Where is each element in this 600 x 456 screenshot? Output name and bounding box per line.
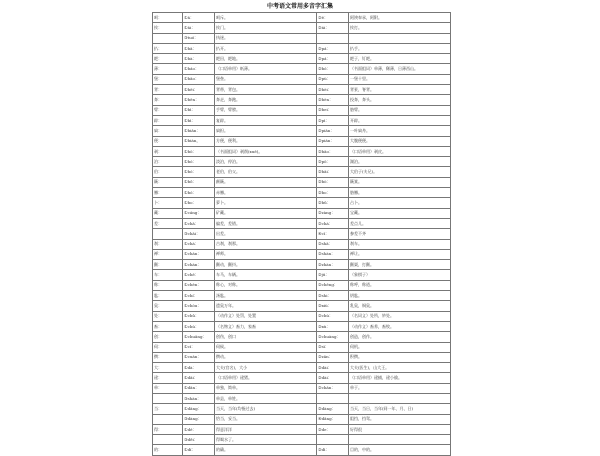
words-cell-2: 开辟。: [349, 115, 451, 125]
pinyin-cell-1: ①chǔ：: [183, 311, 215, 321]
words-cell-1: 淡泊，停泊。: [215, 157, 317, 167]
pinyin-cell-1: ①chàn：: [183, 260, 215, 270]
words-cell-1: 矿藏。: [215, 208, 317, 218]
pinyin-cell-1: ①ā：: [183, 13, 215, 23]
pinyin-cell-2: ②bó：: [317, 64, 349, 74]
words-cell-2: 湖泊。: [349, 157, 451, 167]
words-cell-2: （动作义）畜养，畜牧。: [349, 321, 451, 331]
table-row: [153, 167, 451, 177]
words-cell-2: 扒手。: [349, 43, 451, 53]
pinyin-cell-1: ①biàn，: [183, 136, 215, 146]
char-cell: 挨：: [153, 23, 183, 33]
pinyin-cell-2: ②zǎn：: [317, 352, 349, 362]
words-cell-1: 攒动。: [215, 352, 317, 362]
words-cell-1: 汤匙。: [215, 291, 317, 301]
words-cell-1: 奔走，奔跑。: [215, 95, 317, 105]
words-cell-1: （口语单用）逮猪。: [215, 373, 317, 383]
words-cell-1: 创伤，创口: [215, 332, 317, 342]
pinyin-cell-2: ②sì：: [317, 342, 349, 352]
table-row: [153, 229, 451, 239]
char-cell: [153, 435, 183, 445]
pinyin-cell-2: ②bāo：: [317, 146, 349, 156]
table-row: [153, 85, 451, 95]
pinyin-cell-2: ②bò：: [317, 177, 349, 187]
words-cell-1: 遗臭万年。: [215, 301, 317, 311]
pinyin-cell-1: ①chòu：: [183, 301, 215, 311]
pinyin-cell-2: ②ē：: [317, 13, 349, 23]
char-cell: 的：: [153, 445, 183, 455]
words-cell-2: （名词义）处所，妙处。: [349, 311, 451, 321]
pinyin-cell-2: ②dài：: [317, 363, 349, 373]
table-row: [153, 260, 451, 270]
table-row: [153, 404, 451, 414]
pinyin-cell-1: ③shàn：: [183, 393, 215, 403]
polyphone-table: [152, 12, 451, 456]
pinyin-cell-2: ②dài：: [317, 373, 349, 383]
pinyin-cell-2: ②zhàn：: [317, 260, 349, 270]
words-cell-1: 颤动，颤抖。: [215, 260, 317, 270]
words-cell-2: 伺机。: [349, 342, 451, 352]
words-cell-2: 刹车。: [349, 239, 451, 249]
words-cell-2: 胳臂。: [349, 105, 451, 115]
pinyin-cell-2: [317, 393, 349, 403]
pinyin-cell-2: ②pì：: [317, 115, 349, 125]
words-cell-2: 颤栗，打颤。: [349, 260, 451, 270]
words-cell-2: 称呼，称道。: [349, 280, 451, 290]
char-cell: 便：: [153, 136, 183, 146]
words-cell-2: 积攒。: [349, 352, 451, 362]
char-cell: 畜：: [153, 321, 183, 331]
char-cell: 泊：: [153, 157, 183, 167]
words-cell-1: 背带，背包。: [215, 85, 317, 95]
pinyin-cell-1: ①chù：: [183, 321, 215, 331]
char-cell: 臂：: [153, 105, 183, 115]
char-cell: 匙：: [153, 291, 183, 301]
char-cell: 伺：: [153, 342, 183, 352]
pinyin-cell-2: ②bo：: [317, 188, 349, 198]
pinyin-cell-1: ①dí：: [183, 445, 215, 455]
words-cell-2: 宝藏。: [349, 208, 451, 218]
pinyin-cell-1: ①chà：: [183, 239, 215, 249]
words-cell-1: 单独，简单。: [215, 383, 317, 393]
words-cell-2: 一叶扁舟。: [349, 126, 451, 136]
pinyin-cell-1: ①chē：: [183, 270, 215, 280]
char-cell: 当：: [153, 404, 183, 414]
pinyin-cell-1: ③chāi：: [183, 229, 215, 239]
char-cell: 差：: [153, 218, 183, 228]
words-cell-2: 一堡十里。: [349, 74, 451, 84]
pinyin-cell-2: ②bǎi：: [317, 167, 349, 177]
table-row: [153, 157, 451, 167]
table-row: [153, 424, 451, 434]
table-row: [153, 43, 451, 53]
words-cell-1: 复辟。: [215, 115, 317, 125]
pinyin-cell-1: ①bǎo：: [183, 74, 215, 84]
words-cell-1: 手臂，臂膀。: [215, 105, 317, 115]
char-cell: 卜：: [153, 198, 183, 208]
words-cell-1: 扒开。: [215, 43, 317, 53]
words-cell-1: 呵斥。: [215, 13, 317, 23]
pinyin-cell-1: ①dà：: [183, 363, 215, 373]
char-cell: 扒：: [153, 43, 183, 53]
words-cell-1: （口语单用）纸薄。: [215, 64, 317, 74]
table-row: [153, 445, 451, 455]
pinyin-cell-1: ③dàng：: [183, 414, 215, 424]
char-cell: 背：: [153, 85, 183, 95]
char-cell: 颤：: [153, 260, 183, 270]
pinyin-cell-1: ①chuāng：: [183, 332, 215, 342]
pinyin-cell-2: ②de：: [317, 424, 349, 434]
words-cell-1: 得意洋洋: [215, 424, 317, 434]
words-cell-2: 耙子，钉耙。: [349, 54, 451, 64]
words-cell-1: 伺候。: [215, 342, 317, 352]
table-row: [153, 146, 451, 156]
words-cell-2: （口语单用）剥皮。: [349, 146, 451, 156]
table-row: [153, 64, 451, 74]
table-row: [153, 435, 451, 445]
table-row: [153, 188, 451, 198]
pinyin-cell-1: ①bì：: [183, 115, 215, 125]
words-cell-2: 大腹便便。: [349, 136, 451, 146]
pinyin-cell-2: ②shàn：: [317, 249, 349, 259]
char-cell: 攒：: [153, 352, 183, 362]
pinyin-cell-1: ③děi：: [183, 435, 215, 445]
words-cell-1: 单县，单姓。: [215, 393, 317, 403]
words-cell-1: 出差。: [215, 229, 317, 239]
pinyin-cell-1: ①dāng：: [183, 404, 215, 414]
pinyin-cell-2: ②bèi：: [317, 85, 349, 95]
pinyin-cell-1: ①bō：: [183, 146, 215, 156]
table-row: [153, 352, 451, 362]
char-cell: 扁：: [153, 126, 183, 136]
pinyin-cell-2: ②dì：: [317, 445, 349, 455]
table-row: [153, 393, 451, 403]
pinyin-cell-1: ①bo：: [183, 198, 215, 208]
table-row: [153, 13, 451, 23]
table-row: [153, 115, 451, 125]
table-row: [153, 136, 451, 146]
table-row: [153, 249, 451, 259]
pinyin-cell-2: ②piān：: [317, 126, 349, 136]
char-cell: 藏：: [153, 208, 183, 218]
words-cell-2: 差点儿。: [349, 218, 451, 228]
pinyin-cell-2: ②dàng：: [317, 404, 349, 414]
words-cell-2: 挨打。: [349, 23, 451, 33]
words-cell-1: 得喝水了。: [215, 435, 317, 445]
words-cell-2: （象棋子）: [349, 270, 451, 280]
table-row: [153, 74, 451, 84]
pinyin-cell-1: ①bó：: [183, 157, 215, 167]
pinyin-cell-1: ①bó：: [183, 167, 215, 177]
char-cell: 剥：: [153, 146, 183, 156]
char-cell: 呵：: [153, 13, 183, 23]
words-cell-2: 投奔，奔头。: [349, 95, 451, 105]
words-cell-1: （名物义）畜力，家畜: [215, 321, 317, 331]
table-row: [153, 95, 451, 105]
pinyin-cell-2: ②chà：: [317, 218, 349, 228]
table-row: [153, 280, 451, 290]
pinyin-cell-1: ①dé：: [183, 424, 215, 434]
pinyin-cell-2: ②shā：: [317, 239, 349, 249]
words-cell-2: 禅让。: [349, 249, 451, 259]
pinyin-cell-1: ①báo：: [183, 64, 215, 74]
words-cell-1: 大夫(官名)，大小: [215, 363, 317, 373]
pinyin-cell-2: ②ái：: [317, 23, 349, 33]
words-cell-2: 目的，中的。: [349, 445, 451, 455]
pinyin-cell-2: ②jū：: [317, 270, 349, 280]
pinyin-cell-1: ①āi：: [183, 23, 215, 33]
pinyin-cell-1: ①bā：: [183, 43, 215, 53]
words-cell-1: 挨门。: [215, 23, 317, 33]
char-cell: 禅：: [153, 249, 183, 259]
pinyin-cell-1: ①chā：: [183, 218, 215, 228]
pinyin-cell-1: ①cáng：: [183, 208, 215, 218]
pinyin-cell-2: ②pá：: [317, 54, 349, 64]
char-cell: 簸：: [153, 177, 183, 187]
table-row: [153, 321, 451, 331]
char-cell: 臭：: [153, 301, 183, 311]
pinyin-cell-1: ①cuán：: [183, 352, 215, 362]
table-row: [153, 105, 451, 115]
words-cell-2: 阿谀奉承，阿附。: [349, 13, 451, 23]
words-cell-1: 老伯，伯父。: [215, 167, 317, 177]
words-cell-2: 簸箕。: [349, 177, 451, 187]
char-cell: 单：: [153, 383, 183, 393]
words-cell-2: 背景，脊背。: [349, 85, 451, 95]
words-cell-1: 禅师。: [215, 249, 317, 259]
char-cell: 耙：: [153, 54, 183, 64]
char-cell: 车：: [153, 270, 183, 280]
table-row: [153, 270, 451, 280]
table-row: [153, 23, 451, 33]
words-cell-1: 方便，便利。: [215, 136, 317, 146]
table-row: [153, 332, 451, 342]
words-cell-2: 大夫(医生)，山大王。: [349, 363, 451, 373]
words-cell-2: （口语单用）逮捕，逮小偷。: [349, 373, 451, 383]
words-cell-2: 乳臭，铜臭。: [349, 301, 451, 311]
pinyin-cell-1: ①chèn：: [183, 280, 215, 290]
char-cell: 辟：: [153, 115, 183, 125]
words-cell-2: [349, 393, 451, 403]
words-cell-1: 赤膊。: [215, 188, 317, 198]
words-cell-2: 大伯子(夫兄)。: [349, 167, 451, 177]
words-cell-2: [349, 33, 451, 43]
char-cell: 奔：: [153, 95, 183, 105]
pinyin-cell-2: ②chù：: [317, 311, 349, 321]
char-cell: [153, 33, 183, 43]
words-cell-1: （动作义）处罚，处置: [215, 311, 317, 321]
words-cell-2: 胳膊。: [349, 188, 451, 198]
pinyin-cell-2: ②bei：: [317, 105, 349, 115]
table-row: [153, 33, 451, 43]
words-cell-1: 颠簸。: [215, 177, 317, 187]
words-cell-2: 占卜。: [349, 198, 451, 208]
table-row: [153, 373, 451, 383]
pinyin-cell-1: ①bēi：: [183, 85, 215, 95]
table-row: [153, 177, 451, 187]
char-cell: 得：: [153, 424, 183, 434]
words-cell-2: （书面组词）单薄，稀薄，日薄西山。: [349, 64, 451, 74]
pinyin-cell-1: ①bēn：: [183, 95, 215, 105]
pinyin-cell-1: ①cì：: [183, 342, 215, 352]
pinyin-cell-1: ①bǒ：: [183, 177, 215, 187]
char-cell: [153, 229, 183, 239]
pinyin-cell-2: ②pō：: [317, 157, 349, 167]
table-row: [153, 342, 451, 352]
words-cell-2: 好得很: [349, 424, 451, 434]
char-cell: [153, 393, 183, 403]
page-title: 中考语文常用多音字汇集: [266, 3, 333, 10]
pinyin-cell-2: ④cī：: [317, 229, 349, 239]
pinyin-cell-1: ①chí：: [183, 291, 215, 301]
words-cell-1: 堡垒。: [215, 74, 317, 84]
char-cell: 堡：: [153, 74, 183, 84]
words-cell-2: 创造，创作。: [349, 332, 451, 342]
table-row: [153, 311, 451, 321]
pinyin-cell-2: ②bǔ：: [317, 198, 349, 208]
pinyin-cell-1: ①bì：: [183, 105, 215, 115]
words-cell-2: 单于。: [349, 383, 451, 393]
pinyin-cell-2: ②pù：: [317, 74, 349, 84]
pinyin-cell-2: ②bèn：: [317, 95, 349, 105]
words-cell-1: 偏差，差错。: [215, 218, 317, 228]
pinyin-cell-1: ①chán：: [183, 249, 215, 259]
table-row: [153, 239, 451, 249]
words-cell-1: 车马，车辆。: [215, 270, 317, 280]
pinyin-cell-2: ②shi：: [317, 291, 349, 301]
pinyin-cell-2: ②pián：: [317, 136, 349, 146]
words-cell-1: 称心，对称。: [215, 280, 317, 290]
char-cell: 薄：: [153, 64, 183, 74]
words-cell-2: 阻挡，挡驾。: [349, 414, 451, 424]
table-row: [153, 414, 451, 424]
char-cell: 创：: [153, 332, 183, 342]
table-row: [153, 208, 451, 218]
pinyin-cell-2: ②chēng：: [317, 280, 349, 290]
words-cell-1: 古刹，刹那。: [215, 239, 317, 249]
char-cell: 处：: [153, 311, 183, 321]
pinyin-cell-2: ②zàng：: [317, 208, 349, 218]
words-cell-1: 扁担。: [215, 126, 317, 136]
table-row: [153, 363, 451, 373]
pinyin-cell-2: [317, 435, 349, 445]
char-cell: 刹：: [153, 239, 183, 249]
words-cell-2: 参差不齐: [349, 229, 451, 239]
pinyin-cell-2: ②chán：: [317, 383, 349, 393]
table-row: [153, 198, 451, 208]
char-cell: 膊：: [153, 188, 183, 198]
words-cell-1: 耙田，耙地。: [215, 54, 317, 64]
pinyin-cell-2: ②xù：: [317, 321, 349, 331]
pinyin-cell-1: ①bó：: [183, 188, 215, 198]
char-cell: 称：: [153, 280, 183, 290]
pinyin-cell-2: [317, 33, 349, 43]
pinyin-cell-2: ④dǎng：: [317, 414, 349, 424]
words-cell-1: （书面组词）剥削(xuē)。: [215, 146, 317, 156]
words-cell-1: 恰当，妥当。: [215, 414, 317, 424]
char-cell: 伯：: [153, 167, 183, 177]
words-cell-2: [349, 435, 451, 445]
words-cell-2: 钥匙。: [349, 291, 451, 301]
words-cell-2: 当天，当日，当年(同一年、月、日): [349, 404, 451, 414]
pinyin-cell-2: ②chuàng：: [317, 332, 349, 342]
words-cell-1: 当天，当年(均指过去): [215, 404, 317, 414]
pinyin-cell-2: ②xiù：: [317, 301, 349, 311]
pinyin-cell-1: ①dǎi：: [183, 373, 215, 383]
words-cell-1: 萝卜。: [215, 198, 317, 208]
pinyin-cell-1: ③tuó：: [183, 33, 215, 43]
table-row: [153, 218, 451, 228]
pinyin-cell-1: ①dān：: [183, 383, 215, 393]
table-row: [153, 54, 451, 64]
table-row: [153, 301, 451, 311]
char-cell: 逮：: [153, 373, 183, 383]
char-cell: [153, 414, 183, 424]
table-row: [153, 126, 451, 136]
table-row: [153, 291, 451, 301]
table-row: [153, 383, 451, 393]
words-cell-1: 的确。: [215, 445, 317, 455]
pinyin-cell-1: ①bà：: [183, 54, 215, 64]
char-cell: 大：: [153, 363, 183, 373]
pinyin-cell-2: ②pá：: [317, 43, 349, 53]
words-cell-1: 执迷。: [215, 33, 317, 43]
pinyin-cell-1: ①biǎn：: [183, 126, 215, 136]
